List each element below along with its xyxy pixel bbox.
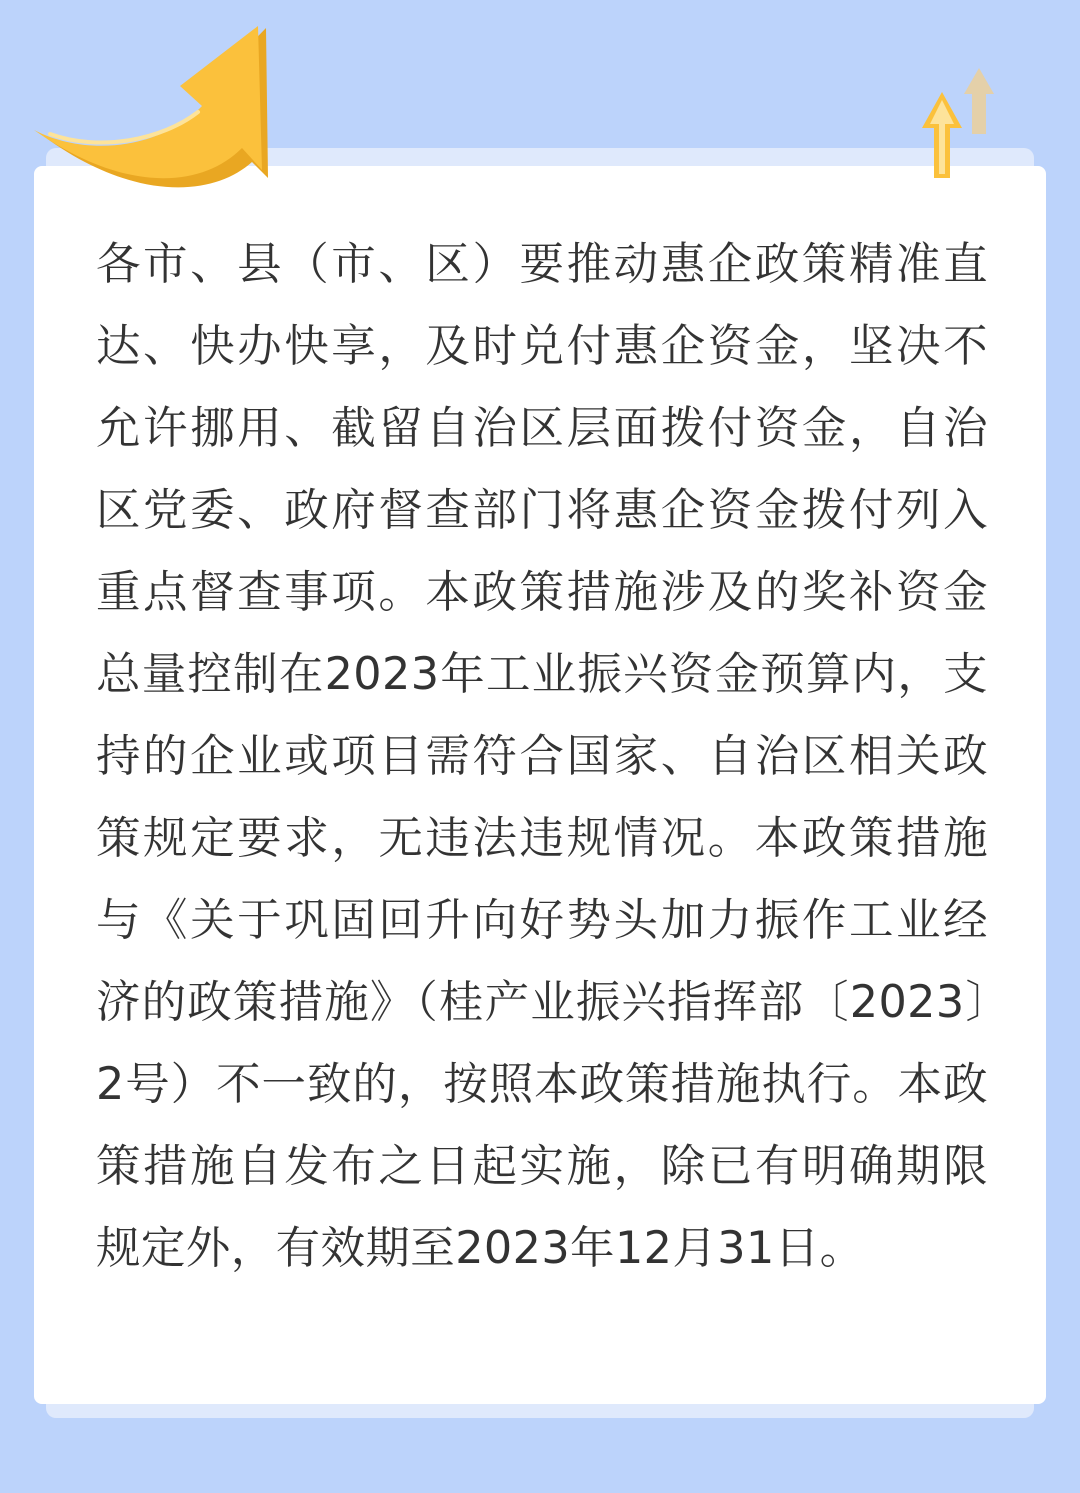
content-card xyxy=(34,166,1046,1404)
policy-body-text: 各市、县（市、区）要推动惠企政策精准直达、快办快享，及时兑付惠企资金，坚决不允许挪用、截留自治区层面拨付资金，自治区党委、政府督查部门将惠企资金拨付列入重点督查事项。本政策措施涉及的奖补资金总量控制在2023年工业振兴资金预算内，支持的企业或项目需符合国家、自治区相关政策规定要求，无违法违规情况。本政策措施与《关于巩固回升向好势头加力振作工业经济的政策措施》（桂产业振兴指挥部〔2023〕2号）不一致的，按照本政策措施执行。本政策措施自发布之日起实施，除已有明确期限规定外，有效期至2023年12月31日。 xyxy=(96,239,988,1274)
curved-arrow-up-right-icon xyxy=(30,20,280,200)
arrow-up-icon xyxy=(962,66,996,136)
arrow-up-icon xyxy=(920,90,964,180)
